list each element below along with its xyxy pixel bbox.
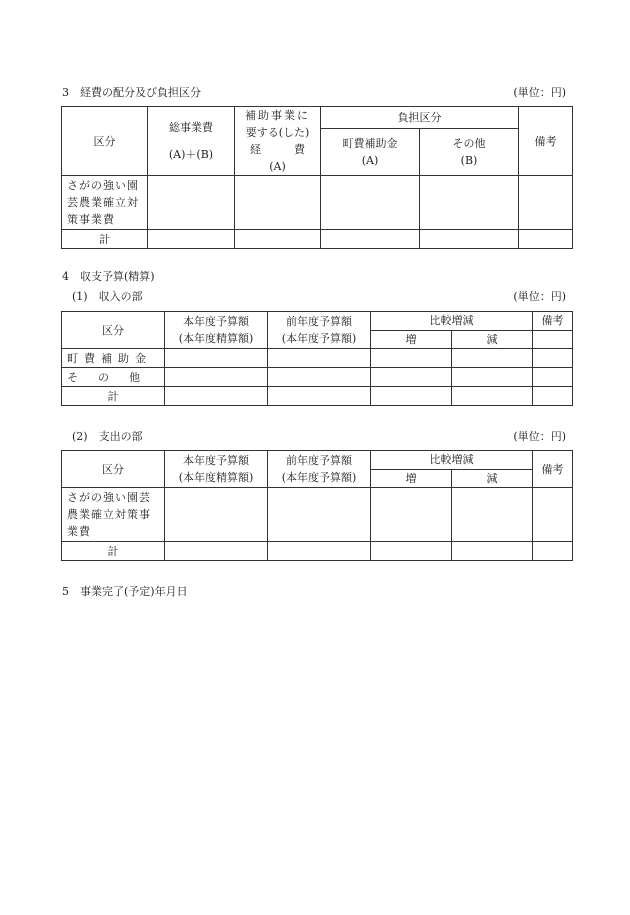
income-unit: (単位：円) [513, 290, 566, 303]
header-prev-year-label: 前年度予算額 [286, 453, 352, 467]
header-this-year-label: 本年度予算額 [183, 453, 249, 467]
header-hojo-sub: (A) [269, 160, 286, 174]
header-prev-year [268, 451, 371, 488]
header-biko: 備考 [533, 451, 573, 488]
header-hojo-line1: 補助事業に [245, 109, 310, 122]
expense-allocation-table [61, 106, 573, 249]
section5-title: 5 事業完了(予定)年月日 [62, 585, 188, 598]
header-kubun: 区分 [62, 107, 148, 176]
header-other-sub: (B) [460, 154, 478, 168]
row-label: その他 [62, 368, 165, 387]
header-total-sub: (A)＋(B) [168, 148, 214, 162]
header-total-label: 総事業費 [169, 121, 213, 135]
header-town-sub: (A) [361, 154, 379, 168]
row-label: 計 [62, 387, 165, 406]
expense-table [61, 450, 573, 561]
header-kubun: 区分 [62, 312, 165, 349]
header-town-label: 町費補助金 [342, 137, 398, 151]
expense-title: (2) 支出の部 [72, 430, 143, 443]
table-row [62, 349, 573, 368]
table-row [62, 387, 573, 406]
row-label: 計 [62, 542, 165, 561]
header-compare: 比較増減 [371, 312, 533, 331]
expense-unit: (単位：円) [513, 430, 566, 443]
header-prev-year-sub: (本年度予算額) [281, 471, 357, 485]
table-row [62, 176, 573, 230]
header-town [321, 129, 420, 176]
header-increase: 増 [371, 470, 452, 488]
row-label: さがの強い園芸農業確立対策事業費 [62, 488, 165, 542]
table-row [62, 488, 573, 542]
header-other-label: その他 [452, 137, 486, 151]
header-this-year-sub: (本年度精算額) [178, 471, 254, 485]
header-hojo-line3: 経 費 [250, 143, 305, 157]
header-decrease: 減 [452, 331, 533, 349]
table-row [62, 230, 573, 249]
header-prev-year [268, 312, 371, 349]
header-increase: 増 [371, 331, 452, 349]
header-biko: 備考 [519, 107, 573, 176]
header-this-year-label: 本年度予算額 [183, 314, 249, 328]
row-label: さがの強い園芸農業確立対策事業費 [62, 176, 148, 230]
header-prev-year-label: 前年度予算額 [286, 314, 352, 328]
section3-unit: (単位：円) [513, 86, 566, 99]
header-biko: 備考 [533, 312, 573, 331]
header-kubun: 区分 [62, 451, 165, 488]
header-total [148, 107, 235, 176]
header-this-year [165, 312, 268, 349]
header-decrease: 減 [452, 470, 533, 488]
row-label: 計 [62, 230, 148, 249]
header-other [420, 129, 519, 176]
header-hojo-line2: 要する(した) [245, 126, 310, 140]
header-compare: 比較増減 [371, 451, 533, 470]
income-table [61, 311, 573, 406]
header-this-year-sub: (本年度精算額) [178, 332, 254, 346]
table-row [62, 542, 573, 561]
row-label: 町費補助金 [62, 349, 165, 368]
header-futan: 負担区分 [321, 107, 519, 129]
header-prev-year-sub: (本年度予算額) [281, 332, 357, 346]
table-row [62, 368, 573, 387]
section3-title: 3 経費の配分及び負担区分 [62, 86, 201, 99]
header-hojo [235, 107, 321, 176]
header-this-year [165, 451, 268, 488]
section4-title: 4 収支予算(精算) [62, 270, 155, 283]
income-title: (1) 収入の部 [72, 290, 143, 303]
